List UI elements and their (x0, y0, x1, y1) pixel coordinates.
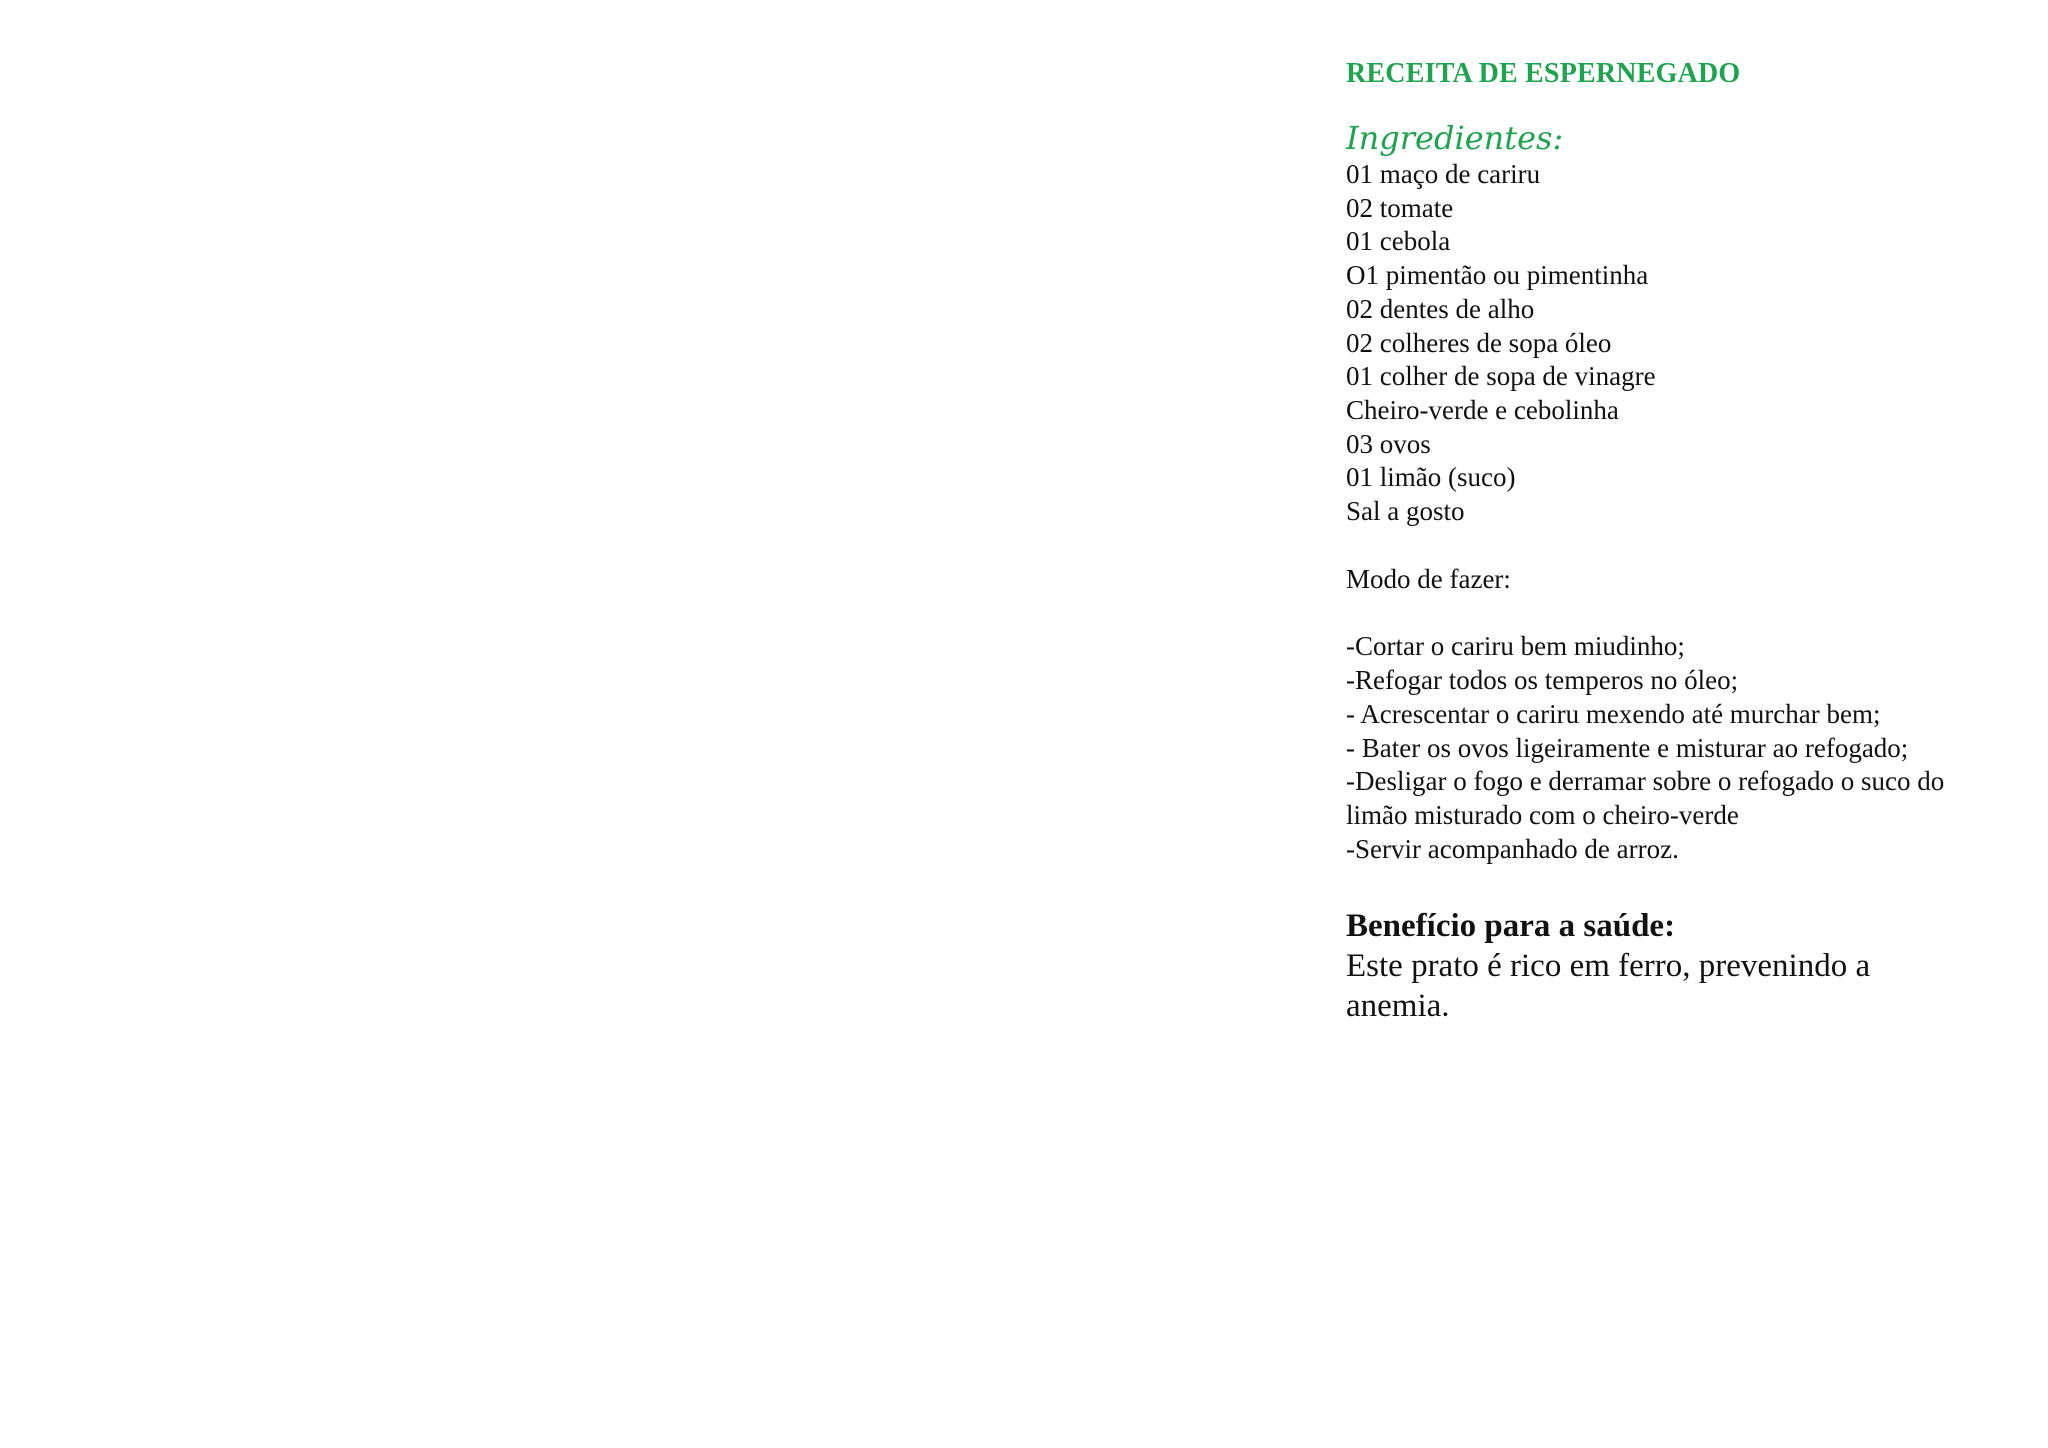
ingredients-heading: Ingredientes: (1346, 119, 1564, 157)
step-item: -Servir acompanhado de arroz. (1346, 833, 1679, 864)
ingredient-item: 01 colher de sopa de vinagre (1346, 361, 1656, 392)
ingredient-item: Cheiro-verde e cebolinha (1346, 394, 1619, 425)
ingredient-item: Sal a gosto (1346, 496, 1465, 527)
ingredient-item: 01 maço de cariru (1346, 159, 1541, 189)
step-item: - Acrescentar o cariru mexendo até murchar bem; (1346, 698, 1881, 729)
benefit-text: Este prato é rico em ferro, prevenindo a anemia. (1346, 948, 1871, 1025)
step-item: -Cortar o cariru bem miudinho; (1346, 631, 1685, 662)
benefit-heading: Benefício para a saúde: (1346, 908, 1676, 945)
ingredients-list (1346, 158, 1966, 529)
ingredient-item: 02 dentes de alho (1346, 293, 1535, 324)
step-item: -Refogar todos os temperos no óleo; (1346, 665, 1739, 696)
step-item: -Desligar o fogo e derramar sobre o refogado o suco do limão misturado com o cheiro-verde (1346, 766, 1945, 830)
ingredient-item: O1 pimentão ou pimentinha (1346, 260, 1649, 291)
step-item: - Bater os ovos ligeiramente e misturar ao refogado; (1346, 732, 1909, 763)
steps-list (1346, 630, 1966, 866)
ingredient-item: 02 colheres de sopa óleo (1346, 327, 1612, 358)
ingredient-item: 01 limão (suco) (1346, 462, 1516, 493)
ingredient-item: 02 tomate (1346, 192, 1454, 223)
recipe-column (1346, 56, 1966, 1026)
method-heading: Modo de fazer: (1346, 563, 1511, 594)
ingredient-item: 01 cebola (1346, 226, 1451, 257)
recipe-title: RECEITA DE ESPERNEGADO (1346, 58, 1741, 89)
ingredient-item: 03 ovos (1346, 428, 1431, 459)
